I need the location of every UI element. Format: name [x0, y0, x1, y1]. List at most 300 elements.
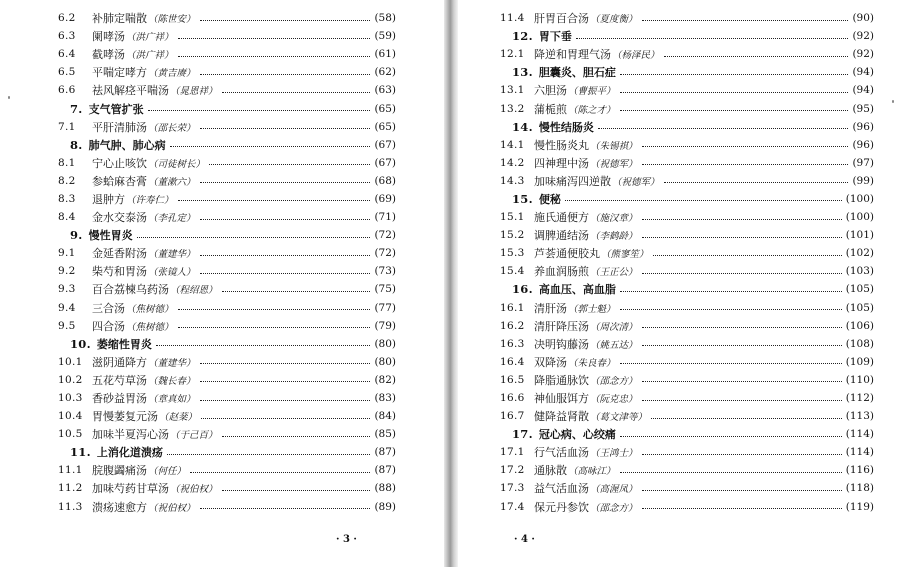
toc-entry-author: （董建华）: [148, 357, 196, 369]
toc-leader-dots: [222, 291, 371, 292]
toc-entry: [58, 262, 396, 280]
toc-entry-page: (110): [845, 373, 874, 386]
toc-entry-author: （于己百）: [170, 430, 218, 442]
toc-leader-dots: [620, 472, 842, 473]
toc-entry-title: 六胆汤: [534, 84, 567, 98]
toc-entry-page: (100): [845, 211, 874, 224]
toc-section-heading: [500, 27, 874, 45]
toc-leader-dots: [642, 273, 842, 274]
toc-entry-author: （焦树德）: [126, 303, 174, 315]
toc-entry-author: （何任）: [148, 466, 187, 478]
toc-entry-title: 施氏通便方: [534, 211, 589, 225]
toc-entry-title: 萎缩性胃炎: [96, 337, 152, 351]
toc-entry-title: 保元丹参饮: [534, 500, 589, 514]
toc-leader-dots: [642, 381, 842, 382]
toc-entry: [58, 389, 396, 407]
toc-entry-page: (75): [374, 283, 396, 296]
toc-entry-author: （邵长荣）: [148, 122, 196, 134]
toc-entry-author: （夏度衡）: [590, 14, 638, 26]
toc-entry-number: 11.1: [58, 464, 83, 477]
toc-entry: [58, 299, 396, 317]
toc-leader-dots: [642, 219, 842, 220]
toc-entry-page: (95): [852, 102, 874, 115]
toc-entry-author: （李鹤龄）: [590, 231, 638, 243]
toc-entry: [500, 208, 874, 226]
toc-entry: [500, 299, 874, 317]
toc-entry: [58, 27, 396, 45]
toc-leader-dots: [620, 291, 842, 292]
toc-entry: [500, 244, 874, 262]
toc-leader-dots: [664, 56, 849, 57]
toc-entry-author: （王正公）: [590, 267, 638, 279]
toc-entry: [58, 208, 396, 226]
toc-leader-dots: [222, 490, 371, 491]
toc-leader-dots: [642, 20, 849, 21]
toc-entry-title: 上消化道溃疡: [96, 446, 163, 460]
toc-entry-author: （高咏江）: [568, 466, 616, 478]
toc-entry-number: 13.2: [500, 102, 525, 115]
toc-entry-number: 15.1: [500, 211, 525, 224]
toc-entry-author: （周次清）: [590, 321, 638, 333]
toc-entry: [58, 461, 396, 479]
page-number-right: · 4 ·: [514, 534, 535, 545]
toc-entry: [58, 280, 396, 298]
toc-entry-title: 高血压、高血脂: [538, 283, 616, 297]
toc-entry: [58, 479, 396, 497]
toc-entry-number: 12.: [512, 29, 533, 44]
toc-leader-dots: [620, 110, 849, 111]
toc-entry-page: (112): [845, 392, 874, 405]
toc-entry-number: 17.4: [500, 500, 525, 513]
toc-leader-dots: [200, 381, 371, 382]
toc-entry-number: 17.3: [500, 482, 525, 495]
toc-leader-dots: [200, 400, 371, 401]
toc-entry-author: （司徒树长）: [148, 158, 206, 170]
toc-entry-title: 清肝降压汤: [534, 319, 589, 333]
toc-entry-title: 柴芍和胃汤: [92, 265, 147, 279]
toc-entry-author: （葛文津等）: [590, 412, 648, 424]
toc-entry-author: （董漱六）: [148, 176, 196, 188]
toc-entry-title: 脘腹蠲痛汤: [92, 464, 147, 478]
toc-entry-title: 清肝汤: [534, 301, 567, 315]
toc-entry-author: （祝伯权）: [148, 502, 196, 514]
toc-leader-dots: [200, 20, 371, 21]
toc-leader-dots: [642, 345, 842, 346]
toc-leader-dots: [178, 200, 371, 201]
toc-entry-number: 14.3: [500, 174, 525, 187]
toc-entry-title: 胆囊炎、胆石症: [538, 66, 616, 80]
toc-entry-page: (65): [374, 120, 396, 133]
toc-entry-title: 金水交泰汤: [92, 211, 147, 225]
toc-entry-number: 17.2: [500, 464, 525, 477]
toc-entry-number: 9.5: [58, 319, 76, 332]
toc-entry: [500, 136, 874, 154]
toc-entry-number: 16.1: [500, 301, 525, 314]
toc-entry: [500, 479, 874, 497]
toc-leader-dots: [200, 273, 371, 274]
toc-entry-page: (87): [374, 446, 396, 459]
toc-entry-page: (61): [374, 48, 396, 61]
toc-entry-author: （朱锡祺）: [590, 140, 638, 152]
toc-entry-author: （程绍恩）: [170, 285, 218, 297]
toc-entry: [58, 81, 396, 99]
toc-entry-page: (79): [374, 319, 396, 332]
toc-entry: [58, 118, 396, 136]
toc-entry-page: (85): [374, 428, 396, 441]
toc-entry-author: （王鸿士）: [590, 448, 638, 460]
toc-entry-title: 冠心病、心绞痛: [538, 428, 616, 442]
toc-entry-title: 加味半夏泻心汤: [92, 428, 169, 442]
toc-section-heading: [500, 190, 874, 208]
toc-entry-page: (82): [374, 373, 396, 386]
toc-leader-dots: [642, 164, 849, 165]
toc-entry-number: 16.2: [500, 319, 525, 332]
toc-entry-title: 便秘: [538, 192, 561, 206]
toc-leader-dots: [651, 418, 842, 419]
toc-entry-title: 慢性肠炎丸: [534, 138, 589, 152]
toc-entry-number: 10.2: [58, 373, 83, 386]
toc-entry-page: (102): [845, 247, 874, 260]
toc-leader-dots: [200, 74, 371, 75]
toc-entry-title: 加味芍药甘草汤: [92, 482, 169, 496]
toc-entry-number: 9.: [70, 228, 83, 243]
toc-leader-dots: [620, 363, 842, 364]
toc-entry-number: 17.: [512, 427, 533, 442]
toc-entry-page: (80): [374, 355, 396, 368]
toc-entry-title: 截哮汤: [92, 48, 125, 62]
toc-entry-number: 7.: [70, 101, 83, 116]
toc-entry-page: (71): [374, 211, 396, 224]
toc-entry-page: (62): [374, 66, 396, 79]
toc-entry-page: (63): [374, 84, 396, 97]
toc-entry-number: 7.1: [58, 120, 76, 133]
toc-entry: [58, 353, 396, 371]
toc-entry-number: 6.4: [58, 48, 76, 61]
toc-entry-author: （张镜人）: [148, 267, 196, 279]
toc-entry-number: 14.2: [500, 156, 525, 169]
toc-entry-title: 补肺定喘散: [92, 12, 147, 26]
toc-entry: [58, 154, 396, 172]
toc-entry-number: 17.1: [500, 446, 525, 459]
toc-entry: [500, 461, 874, 479]
toc-leader-dots: [620, 436, 842, 437]
toc-leader-dots: [620, 92, 849, 93]
toc-section-heading: [500, 425, 874, 443]
toc-entry-number: 16.3: [500, 337, 525, 350]
toc-entry-number: 11.2: [58, 482, 83, 495]
toc-entry-page: (67): [374, 138, 396, 151]
toc-entry-page: (118): [845, 482, 874, 495]
toc-entry-page: (72): [374, 229, 396, 242]
toc-entry-number: 8.4: [58, 211, 76, 224]
toc-leader-dots: [201, 418, 370, 419]
toc-leader-dots: [642, 454, 842, 455]
toc-entry: [58, 244, 396, 262]
toc-entry-number: 8.3: [58, 192, 76, 205]
toc-leader-dots: [190, 472, 370, 473]
toc-entry-page: (103): [845, 265, 874, 278]
toc-entry-title: 肺气肿、肺心病: [88, 138, 166, 152]
toc-entry-page: (65): [374, 102, 396, 115]
toc-entry-author: （熊寥笙）: [601, 249, 649, 261]
toc-entry-number: 16.7: [500, 410, 525, 423]
toc-entry-author: （阮克忠）: [590, 394, 638, 406]
toc-entry-title: 支气管扩张: [88, 102, 144, 116]
toc-entry-title: 通脉散: [534, 464, 567, 478]
toc-entry: [58, 371, 396, 389]
toc-leader-dots: [222, 92, 371, 93]
toc-entry-author: （郭士魁）: [568, 303, 616, 315]
toc-entry-page: (80): [374, 337, 396, 350]
toc-entry: [58, 190, 396, 208]
toc-entry-page: (105): [845, 301, 874, 314]
toc-entry-title: 降逆和胃理气汤: [534, 48, 611, 62]
right-page: [458, 0, 900, 567]
toc-leader-dots: [200, 219, 371, 220]
toc-leader-dots: [209, 164, 370, 165]
toc-entry-title: 调脾通结汤: [534, 229, 589, 243]
toc-leader-dots: [178, 38, 371, 39]
toc-entry-title: 宁心止咳饮: [92, 156, 147, 170]
toc-leader-dots: [576, 38, 849, 39]
toc-entry-title: 慢性结肠炎: [538, 120, 594, 134]
toc-entry: [500, 389, 874, 407]
toc-section-heading: [500, 63, 874, 81]
toc-entry-author: （施汉章）: [590, 213, 638, 225]
toc-entry-page: (116): [845, 464, 874, 477]
toc-leader-dots: [642, 237, 842, 238]
toc-leader-dots: [200, 255, 371, 256]
toc-entry-title: 益气活血汤: [534, 482, 589, 496]
toc-leader-dots: [170, 146, 371, 147]
toc-entry-number: 9.2: [58, 265, 76, 278]
toc-entry-author: （晁恩祥）: [170, 86, 218, 98]
toc-entry-number: 10.4: [58, 410, 83, 423]
toc-entry-number: 16.4: [500, 355, 525, 368]
toc-leader-dots: [642, 400, 842, 401]
toc-leader-dots: [200, 363, 371, 364]
toc-entry-number: 15.4: [500, 265, 525, 278]
toc-entry-page: (97): [852, 156, 874, 169]
toc-entry: [500, 407, 874, 425]
toc-entry: [58, 63, 396, 81]
toc-entry-title: 芦荟通便胶丸: [534, 247, 600, 261]
toc-entry: [500, 9, 874, 27]
toc-leader-dots: [222, 436, 371, 437]
toc-entry-page: (68): [374, 174, 396, 187]
toc-entry-number: 10.: [70, 336, 91, 351]
toc-entry: [500, 172, 874, 190]
toc-entry-author: （赵棻）: [159, 412, 198, 424]
toc-entry-title: 行气活血汤: [534, 446, 589, 460]
toc-entry: [500, 443, 874, 461]
toc-entry-number: 8.: [70, 137, 83, 152]
toc-entry-page: (59): [374, 30, 396, 43]
toc-entry: [58, 45, 396, 63]
toc-entry: [58, 425, 396, 443]
toc-entry-title: 蒲栀煎: [534, 102, 567, 116]
toc-entry-page: (88): [374, 482, 396, 495]
toc-entry-title: 金延香附汤: [92, 247, 147, 261]
toc-entry-author: （祝伯权）: [170, 484, 218, 496]
toc-entry-title: 肝胃百合汤: [534, 12, 589, 26]
toc-entry-title: 四神理中汤: [534, 156, 589, 170]
left-toc-list: [58, 9, 396, 516]
toc-entry-number: 13.1: [500, 84, 525, 97]
right-toc-list: [500, 9, 874, 516]
toc-entry-title: 参蛤麻杏膏: [92, 174, 147, 188]
toc-leader-dots: [620, 309, 842, 310]
toc-entry-title: 养血润肠煎: [534, 265, 589, 279]
toc-entry-number: 8.2: [58, 174, 76, 187]
toc-leader-dots: [200, 182, 371, 183]
toc-entry-number: 6.5: [58, 66, 76, 79]
toc-entry-page: (113): [845, 410, 874, 423]
toc-entry-title: 加味痛泻四逆散: [534, 174, 611, 188]
toc-entry-number: 9.3: [58, 283, 76, 296]
toc-entry-author: （洪广祥）: [126, 50, 174, 62]
toc-entry-number: 11.3: [58, 500, 83, 513]
toc-leader-dots: [178, 327, 371, 328]
toc-entry-number: 15.3: [500, 247, 525, 260]
toc-entry: [500, 335, 874, 353]
toc-entry: [500, 371, 874, 389]
toc-entry-number: 11.4: [500, 12, 525, 25]
toc-entry-title: 阑哮汤: [92, 30, 125, 44]
toc-entry-page: (96): [852, 120, 874, 133]
toc-entry-author: （邵念方）: [590, 375, 638, 387]
toc-entry-number: 12.1: [500, 48, 525, 61]
toc-entry-author: （许寿仁）: [126, 194, 174, 206]
left-page: [0, 0, 444, 567]
toc-entry-author: （陈之才）: [568, 104, 616, 116]
toc-leader-dots: [156, 345, 371, 346]
toc-leader-dots: [642, 327, 842, 328]
toc-entry: [500, 154, 874, 172]
toc-entry-number: 13.: [512, 65, 533, 80]
toc-entry-page: (83): [374, 392, 396, 405]
scan-speck: [8, 96, 10, 99]
toc-entry-page: (99): [852, 174, 874, 187]
toc-entry-title: 三合汤: [92, 301, 125, 315]
toc-section-heading: [500, 118, 874, 136]
toc-entry-page: (92): [852, 30, 874, 43]
toc-entry-page: (94): [852, 66, 874, 79]
toc-entry-title: 慢性胃炎: [88, 229, 133, 243]
toc-entry: [500, 226, 874, 244]
toc-entry-title: 神仙服饵方: [534, 392, 589, 406]
toc-entry: [58, 407, 396, 425]
toc-leader-dots: [565, 200, 842, 201]
toc-entry-title: 溃疡速愈方: [92, 500, 147, 514]
toc-entry-number: 14.1: [500, 138, 525, 151]
toc-entry-number: 15.2: [500, 229, 525, 242]
toc-entry-author: （邵念方）: [590, 502, 638, 514]
toc-entry-number: 10.3: [58, 392, 83, 405]
toc-leader-dots: [200, 508, 371, 509]
toc-entry-number: 8.1: [58, 156, 76, 169]
toc-entry-number: 6.2: [58, 12, 76, 25]
toc-entry-author: （陈世安）: [148, 14, 196, 26]
toc-leader-dots: [598, 128, 849, 129]
toc-leader-dots: [620, 74, 849, 75]
toc-entry: [500, 262, 874, 280]
toc-entry: [500, 317, 874, 335]
toc-entry-page: (92): [852, 48, 874, 61]
toc-entry-page: (119): [845, 500, 874, 513]
page-number-left: · 3 ·: [336, 534, 357, 545]
toc-entry-number: 9.4: [58, 301, 76, 314]
toc-entry-number: 14.: [512, 119, 533, 134]
toc-entry-page: (73): [374, 265, 396, 278]
toc-entry-page: (105): [845, 283, 874, 296]
toc-entry-author: （洪广祥）: [126, 32, 174, 44]
toc-entry-page: (108): [845, 337, 874, 350]
toc-leader-dots: [664, 182, 849, 183]
toc-entry-author: （焦树德）: [126, 321, 174, 333]
toc-entry-page: (87): [374, 464, 396, 477]
toc-entry-page: (101): [845, 229, 874, 242]
toc-entry-title: 平肝清肺汤: [92, 120, 147, 134]
toc-entry-title: 决明钩藤汤: [534, 337, 589, 351]
toc-leader-dots: [642, 146, 849, 147]
toc-entry-author: （朱良春）: [568, 357, 616, 369]
toc-section-heading: [58, 443, 396, 461]
toc-entry-title: 祛风解痉平喘汤: [92, 84, 169, 98]
toc-entry-page: (114): [845, 446, 874, 459]
toc-entry-title: 香砂益胃汤: [92, 392, 147, 406]
toc-leader-dots: [200, 128, 371, 129]
toc-entry-page: (72): [374, 247, 396, 260]
toc-entry-title: 胃慢萎复元汤: [92, 410, 158, 424]
toc-entry-author: （魏长春）: [148, 375, 196, 387]
toc-entry-title: 滋阴通降方: [92, 355, 147, 369]
toc-entry-page: (109): [845, 355, 874, 368]
toc-entry-number: 6.6: [58, 84, 76, 97]
toc-entry-title: 双降汤: [534, 355, 567, 369]
toc-entry: [500, 99, 874, 117]
toc-entry: [500, 45, 874, 63]
toc-entry-author: （曹振平）: [568, 86, 616, 98]
toc-entry-number: 10.1: [58, 355, 83, 368]
toc-leader-dots: [178, 309, 371, 310]
toc-entry: [58, 498, 396, 516]
book-gutter: [444, 0, 458, 567]
toc-leader-dots: [178, 56, 371, 57]
toc-entry-number: 9.1: [58, 247, 76, 260]
toc-entry-page: (114): [845, 428, 874, 441]
toc-entry-author: （黄吉赓）: [148, 68, 196, 80]
toc-entry: [500, 353, 874, 371]
toc-entry-page: (67): [374, 156, 396, 169]
toc-entry-page: (89): [374, 500, 396, 513]
toc-entry-page: (84): [374, 410, 396, 423]
toc-entry-number: 6.3: [58, 30, 76, 43]
toc-section-heading: [58, 99, 396, 117]
toc-entry-page: (77): [374, 301, 396, 314]
toc-entry: [500, 81, 874, 99]
toc-entry-author: （祝德军）: [612, 176, 660, 188]
toc-entry: [58, 172, 396, 190]
toc-entry-title: 胃下垂: [538, 30, 572, 44]
toc-section-heading: [58, 335, 396, 353]
toc-entry-author: （姚五达）: [590, 339, 638, 351]
toc-section-heading: [500, 280, 874, 298]
toc-leader-dots: [148, 110, 371, 111]
toc-entry-page: (69): [374, 192, 396, 205]
toc-section-heading: [58, 136, 396, 154]
toc-entry-title: 四合汤: [92, 319, 125, 333]
